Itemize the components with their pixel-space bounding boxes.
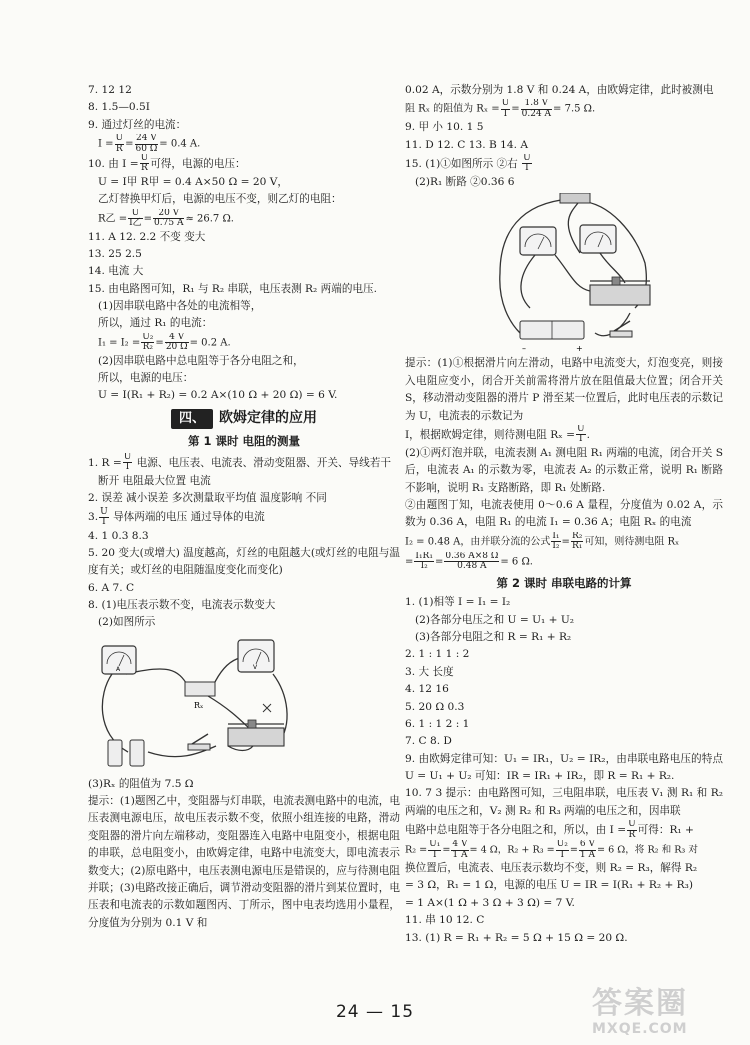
svg-text:A: A [116,665,121,673]
left-column [88,82,400,932]
answer-line: 所以，电源的电压： [98,372,194,385]
answer-line: 乙灯替换甲灯后，电源的电压不变，则乙灯的电阻： [98,193,342,206]
answer-line: 3. 大 长度 [405,665,454,678]
answer-line: 5. 20 Ω 0.3 [405,700,465,713]
circuit-diagram [460,193,660,353]
answer-line: (2)如图所示 [98,616,156,629]
answer-line: 断开 电阻最大位置 电流 [98,474,211,487]
watermark-text: 答案圈 [592,986,688,1021]
answer-line: 14. 电流 大 [88,265,144,278]
answer-line: 8. 1.5—0.5I [88,101,150,114]
right-column [405,82,723,947]
answer-line: 11. 串 10 12. C [405,914,485,927]
hint-paragraph: (2)①两灯泡并联，电流表测 A₁ 测电阻 R₁ 两端的电流，闭合开关 S 后，电流表 A₁ 的示数为零，电流表 A₂ 的示数正常，说明 R₁ 断路不影响，说明 R₁ 支路断路，即 R₁ 处断路. [405,447,723,494]
formula-line: I₂ = 0.48 A，由并联分流的公式 $\frac{\text{I₁}}{\text{I₂}}$ = $\frac{\text{R₂}}{\text{R₁}}$ 可知，则待测电阻 Rₓ [405,531,680,552]
answer-line: (3)Rₓ 的阻值为 7.5 Ω [88,777,194,790]
answer-line: 11. D 12. C 13. B 14. A [405,138,528,151]
lesson-heading: 第 1 课时 电阻的测量 [187,433,300,448]
section-heading [88,407,400,429]
answer-line: 15. 由电路图可知，R₁ 与 R₂ 串联，电压表测 R₂ 两端的电压. [88,282,377,295]
answer-line: (2)各部分电压之和 U = U₁ + U₂ [415,613,575,626]
answer-line: 11. A 12. 2.2 不变 变大 [88,230,206,243]
section-badge: 四、 [171,409,213,429]
answer-line: = 1 A×(1 Ω + 3 Ω + 3 Ω) = 7 V. [405,896,575,909]
lesson-heading: 第 2 课时 串联电路的计算 [496,575,632,590]
hint-paragraph: 提示：(1)题图乙中，变阻器与灯串联，电流表测电路中的电流，电压表测电源电压，故电压表示数不变，依照小组连接的电路，滑动变阻器的滑片向左端移动，变阻器连入电路中电阻变小，根据电阻的串联，总电阻变小，由欧姆定律，电路中电流变大，即电流表示数变大；(2)原电路中，电压表测电源电压是错误的，应与待测电阻并联；(3)电路改接正确后，调节滑动变阻器的滑片到某位置时，电压表和电流表的示数如题图丙、丁所示，图中电表均选用小量程，分度值为分别为 0.1 V 和 [88,795,400,929]
answer-line: 13. (1) R = R₁ + R₂ = 5 Ω + 15 Ω = 20 Ω. [405,931,628,944]
answer-line: 4. 1 0.3 8.3 [88,529,149,542]
hint-paragraph: ②由题图丁知，电流表使用 0～0.6 A 量程，分度值为 0.02 A，示数为 0.36 A，电阻 R₁ 的电流 I₁ = 0.36 A；电阻 Rₓ 的电流 [405,499,723,529]
formula-line: R乙 = $\frac{U}{\text{I乙}}$ = $\frac{20 V}{0.75 A}$ ≈ 26.7 Ω. [98,208,234,229]
answer-line: 15. (1)①如图所示 ②右 $\frac{U}{I}$ [405,153,531,174]
formula-line: I₁ = I₂ = $\frac{\text{U₂}}{\text{R₂}}$ = $\frac{4 V}{20 \Omega}$ = 0.2 A. [98,332,231,353]
answer-line: = 3 Ω，R₁ = 1 Ω，电源的电压 U = IR = I(R₁ + R₂ + R₃) [405,879,694,892]
answer-line: 0.02 A，示数分别为 1.8 V 和 0.24 A，由欧姆定律，此时被测电 [405,84,714,96]
watermark-url: MXQE.COM [592,1021,688,1037]
circuit-diagram [88,634,298,774]
formula-line: I = $\frac{U}{R}$ = $\frac{24 V}{60 \Omega}$ = 0.4 A. [98,134,201,154]
answer-line: 2. 1 : 1 1 : 2 [405,648,470,661]
answer-line: 10. 由 I = $\frac{U}{R}$ 可得，电源的电压： [88,153,246,174]
section-title: 欧姆定律的应用 [219,409,317,426]
answer-line: 6. A 7. C [88,581,135,594]
answer-paragraph: 5. 20 变大(或增大) 温度越高，灯丝的电阻越大(或灯丝的电阻与温度有关；或灯丝的电阻随温度变化而变化) [88,546,400,577]
answer-line: 6. 1 : 1 2 : 1 [405,717,470,730]
answer-line: (1)因串联电路中各处的电流相等， [98,300,262,313]
answer-line: U = I甲 R甲 = 0.4 A×50 Ω = 20 V， [98,176,288,189]
answer-paragraph: 9. 由欧姆定律可知：U₁ = IR₁，U₂ = IR₂，由串联电路电压的特点 U = U₁ + U₂ 可知：IR = IR₁ + IR₂，即 R = R₁ + R₂. [405,752,723,782]
answer-line: 8. (1)电压表示数不变，电流表示数变大 [88,599,276,612]
svg-text:+: + [576,344,583,354]
formula-line: R₂ = $\frac{\text{U₁}}{I}$ = $\frac{4 V}{1 A}$ = 4 Ω，R₂ + R₃ = $\frac{\text{U₂}}{I}$ = $\frac{6 V}{1 A}$ = 6 Ω，将 R₂ 和 R₃ 对 [405,840,698,860]
answer-line: 13. 25 2.5 [88,248,142,261]
page-number: 24 — 15 [335,1002,415,1022]
answer-line: 电路中总电阻等于各分电阻之和，所以，由 I = $\frac{U}{R}$ 可得：R₁ + [405,820,694,840]
formula-line: = $\frac{\text{I₁R₁}}{\text{I₂}}$ = $\frac{0.36 A\times 8 \Omega}{0.48 A}$ = 6 Ω. [405,551,533,572]
answer-line: 4. 12 16 [405,683,449,696]
answer-line: (2)R₁ 断路 ②0.36 6 [415,176,515,189]
answer-line: 2. 误差 减小误差 多次测量取平均值 温度影响 不同 [88,492,327,505]
answer-line: 9. 通过灯丝的电流： [88,118,187,131]
answer-line: I，根据欧姆定律，则待测电阻 Rₓ = $\frac{U}{I}$ . [405,424,590,445]
answer-line: U = I(R₁ + R₂) = 0.2 A×(10 Ω + 20 Ω) = 6 V. [98,389,338,402]
answer-line: (3)各部分电阻之和 R = R₁ + R₂ [415,631,572,644]
svg-text:Rₓ: Rₓ [194,700,204,710]
formula-line: 阻 Rₓ 的阻值为 Rₓ = $\frac{U}{I}$ = $\frac{1.8 V}{0.24 A}$ = 7.5 Ω. [405,99,596,119]
answer-line: 3. $\frac{U}{I}$ 导体两端的电压 通过导体的电流 [88,507,265,527]
answer-line: (2)因串联电路中总电阻等于各分电阻之和， [98,354,304,367]
answer-line: 9. 甲 小 10. 1 5 [405,121,484,134]
answer-line: 换位置后，电流表、电压表示数均不变，则 R₂ = R₃，解得 R₂ [405,862,698,875]
svg-text:V: V [253,663,258,671]
watermark-logo [592,987,742,1039]
answer-line: 7. 12 12 [88,84,132,96]
answer-line: 1. R = $\frac{U}{I}$ 电源、电压表、电流表、滑动变阻器、开关、导线若干 [88,452,391,473]
hint-paragraph: 提示：(1)①根据滑片向左滑动，电路中电流变大，灯泡变亮，则接入电阻应变小，闭合开关前需将滑片放在阻值最大位置；闭合开关 S，移动滑动变阻器的滑片 P 滑至某一位置后，此时电压表的示数记为 U，电流表的示数记为 [405,357,723,422]
answer-line: 7. C 8. D [405,735,452,748]
answer-line: 所以，通过 R₁ 的电流： [98,317,213,330]
svg-text:–: – [522,344,526,354]
answer-paragraph: 10. 7 3 提示：由电路图可知，三电阻串联，电压表 V₁ 测 R₁ 和 R₂ 两端的电压之和，V₂ 测 R₂ 和 R₃ 两端的电压之和，因串联 [405,787,723,817]
answer-line: 1. (1)相等 I = I₁ = I₂ [405,596,511,609]
